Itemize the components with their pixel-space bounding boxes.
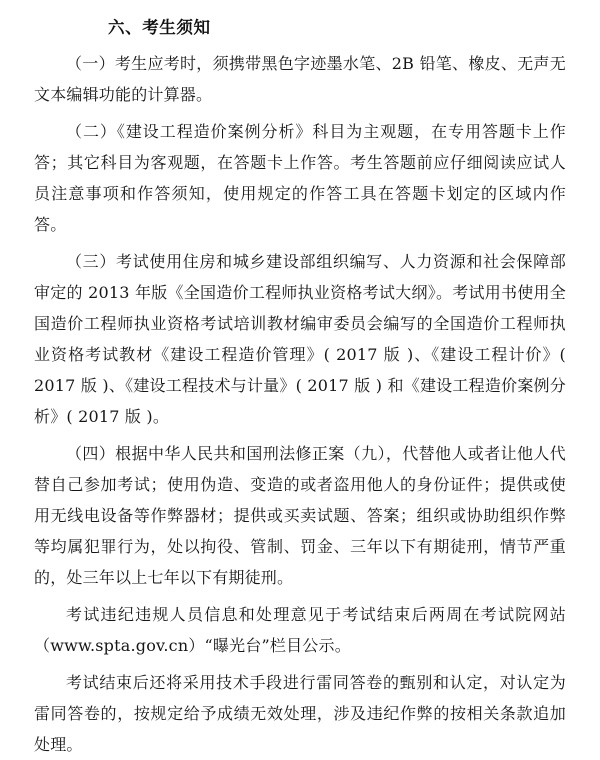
paragraph-block-4 <box>34 438 566 593</box>
paragraph: 考试结束后还将采用技术手段进行雷同答卷的甄别和认定，对认定为雷同答卷的，按规定给予成绩无效处理，涉及违纪作弊的按相关条款追加处理。 <box>34 673 566 754</box>
paragraph-block-2 <box>34 116 566 240</box>
paragraph: （三）考试使用住房和城乡建设部组织编写、人力资源和社会保障部审定的 2013 年版《全国造价工程师执业资格考试大纲》。考试用书使用全国造价工程师执业资格考试培训教材编审委员会编写的全国造价工程师执业资格考试教材《建设工程造价管理》( 2017 版 )、《建设工程计价》( 2017 版 )、《建设工程技术与计量》( 2017 版 ) 和《建设工程造价案例分析》( 2017 版 )。 <box>34 252 566 426</box>
paragraph-block-1 <box>34 48 566 110</box>
section-heading: 六、考生须知 <box>108 18 211 37</box>
paragraph: （一）考生应考时，须携带黑色字迹墨水笔、2B 铅笔、橡皮、无声无文本编辑功能的计算器。 <box>34 54 566 104</box>
paragraph-block-3 <box>34 246 566 432</box>
paragraph: 考试违纪违规人员信息和处理意见于考试结束后两周在考试院网站（www.spta.gov.cn）“曝光台”栏目公示。 <box>34 605 566 655</box>
paragraph-block-5 <box>34 599 566 661</box>
paragraph: （四）根据中华人民共和国刑法修正案（九），代替他人或者让他人代替自己参加考试；使用伪造、变造的或者盗用他人的身份证件；提供或使用无线电设备等作弊器材；提供或买卖试题、答案；组织或协助组织作弊等均属犯罪行为，处以拘役、管制、罚金、三年以下有期徒刑，情节严重的，处三年以上七年以下有期徒刑。 <box>34 444 566 587</box>
paragraph: （二）《建设工程造价案例分析》科目为主观题，在专用答题卡上作答；其它科目为客观题，在答题卡上作答。考生答题前应仔细阅读应试人员注意事项和作答须知，使用规定的作答工具在答题卡划定的区域内作答。 <box>34 122 566 234</box>
paragraph-block-6 <box>34 667 566 760</box>
